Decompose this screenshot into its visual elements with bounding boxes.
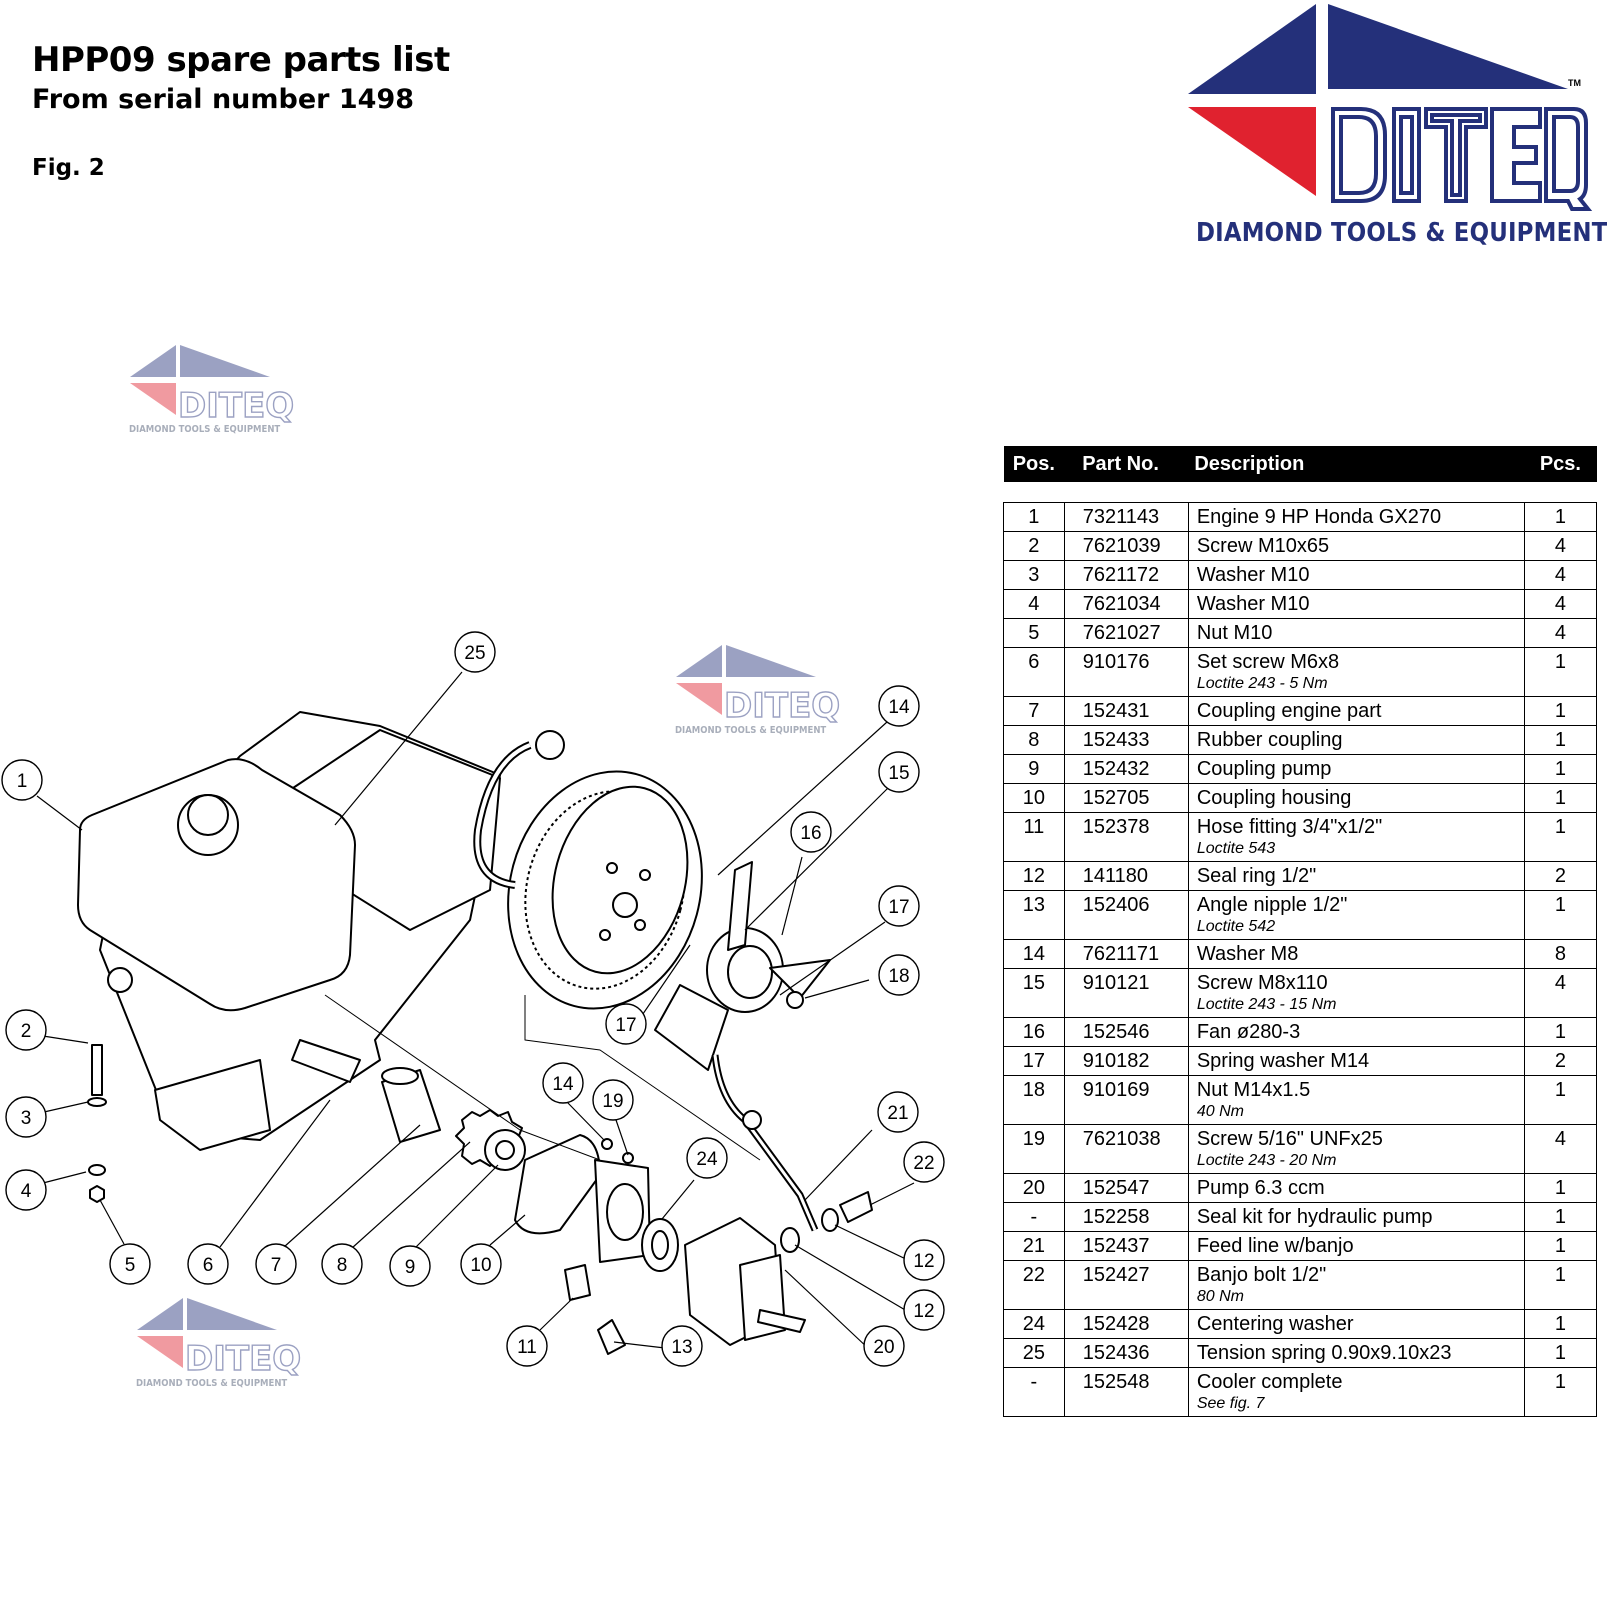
table-row	[1004, 1174, 1597, 1203]
cell-part-no-text: 152428	[1082, 1313, 1150, 1335]
callout-3: 3	[20, 1108, 32, 1129]
cell-part-no-text: 152436	[1082, 1342, 1150, 1364]
cell-pos-text: 21	[1022, 1235, 1045, 1257]
cell-part-no-text: 141180	[1082, 865, 1148, 887]
callout-22: 22	[913, 1153, 935, 1174]
cell-pcs	[1524, 532, 1596, 561]
cell-pos-text: 6	[1028, 651, 1040, 673]
callout-17: 17	[888, 897, 910, 918]
cell-pcs-text: 4	[1554, 535, 1566, 557]
cell-pos	[1004, 969, 1065, 1018]
cell-pcs-text: 1	[1554, 1342, 1566, 1364]
cell-pcs-text: 4	[1554, 1128, 1566, 1150]
cell-note: See fig. 7	[1196, 1395, 1265, 1412]
cell-description-text: Seal kit for hydraulic pump	[1196, 1206, 1433, 1228]
cell-description-text: Tension spring 0.90x9.10x23	[1196, 1342, 1452, 1364]
table-row	[1004, 503, 1597, 532]
cell-part-no	[1064, 1018, 1188, 1047]
callout-6: 6	[202, 1255, 214, 1276]
header-description: Description	[1188, 446, 1524, 482]
watermark-tagline: DIAMOND TOOLS & EQUIPMENT	[129, 424, 281, 435]
cell-pcs	[1524, 1174, 1596, 1203]
cell-pos-text: 19	[1022, 1128, 1045, 1150]
cell-description	[1188, 503, 1524, 532]
cell-pcs	[1524, 1076, 1596, 1125]
cell-description	[1188, 648, 1524, 697]
cell-pcs-text: 2	[1554, 865, 1566, 887]
cell-pos-text: 12	[1022, 865, 1045, 887]
cell-pos	[1004, 1261, 1065, 1310]
cell-part-no-text: 910169	[1082, 1079, 1150, 1101]
cell-pcs	[1524, 784, 1596, 813]
cell-part-no	[1064, 784, 1188, 813]
figure-label: Fig. 2	[32, 155, 105, 181]
header-pcs: Pcs.	[1524, 446, 1596, 482]
table-row	[1004, 1261, 1597, 1310]
cell-note: Loctite 542	[1196, 918, 1276, 935]
page-subtitle: From serial number 1498	[32, 84, 415, 115]
cell-part-no	[1064, 862, 1188, 891]
cell-description-text: Banjo bolt 1/2"	[1196, 1264, 1327, 1286]
cell-pcs-text: 1	[1554, 651, 1566, 673]
cell-part-no	[1064, 1339, 1188, 1368]
cell-description	[1188, 784, 1524, 813]
cell-pcs	[1524, 1018, 1596, 1047]
cell-description	[1188, 561, 1524, 590]
cell-description	[1188, 532, 1524, 561]
cell-pcs	[1524, 1203, 1596, 1232]
cell-pcs-text: 1	[1554, 506, 1566, 528]
cell-pos	[1004, 619, 1065, 648]
cell-description	[1188, 1076, 1524, 1125]
cell-description	[1188, 1047, 1524, 1076]
cell-description-text: Set screw M6x8	[1196, 651, 1340, 673]
cell-part-no	[1064, 561, 1188, 590]
cell-description-text: Feed line w/banjo	[1196, 1235, 1354, 1257]
cell-pos	[1004, 940, 1065, 969]
cell-pcs	[1524, 862, 1596, 891]
cell-note: 40 Nm	[1196, 1103, 1244, 1120]
cell-pcs-text: 1	[1554, 787, 1566, 809]
cell-pos	[1004, 813, 1065, 862]
cell-note: Loctite 243 - 5 Nm	[1196, 675, 1328, 692]
table-row	[1004, 1232, 1597, 1261]
svg-text:DITEQ: DITEQ	[724, 686, 841, 726]
cell-pos-text: 17	[1022, 1050, 1045, 1072]
cell-pos-text: 13	[1022, 894, 1045, 916]
cell-pcs	[1524, 590, 1596, 619]
cell-pos	[1004, 1203, 1065, 1232]
callout-18: 18	[888, 966, 910, 987]
svg-text:DITEQ: DITEQ	[185, 1339, 302, 1379]
cell-description	[1188, 1174, 1524, 1203]
cell-description-text: Screw 5/16" UNFx25	[1196, 1128, 1383, 1150]
cell-description	[1188, 1261, 1524, 1310]
cell-description	[1188, 619, 1524, 648]
svg-text:DITEQ: DITEQ	[178, 386, 295, 426]
page-title: HPP09 spare parts list	[32, 40, 450, 80]
cell-pcs-text: 2	[1554, 1050, 1566, 1072]
callout-15: 15	[888, 763, 910, 784]
watermark-tagline: DIAMOND TOOLS & EQUIPMENT	[675, 725, 827, 736]
cell-pcs	[1524, 619, 1596, 648]
callout-2: 2	[20, 1021, 32, 1042]
cell-description-text: Fan ø280-3	[1196, 1021, 1301, 1043]
callout-10: 10	[470, 1255, 492, 1276]
cell-pos-text: 18	[1022, 1079, 1045, 1101]
cell-part-no	[1064, 891, 1188, 940]
table-row	[1004, 1076, 1597, 1125]
cell-description	[1188, 1368, 1524, 1417]
callout-12: 12	[913, 1301, 935, 1322]
cell-part-no	[1064, 726, 1188, 755]
cell-pos-text: 9	[1028, 758, 1040, 780]
table-row	[1004, 1368, 1597, 1417]
diteq-logo	[1188, 4, 1607, 254]
cell-description-text: Nut M10	[1196, 622, 1273, 644]
cell-part-no-text: 910176	[1082, 651, 1150, 673]
cell-pos-text: -	[1030, 1206, 1038, 1228]
cell-pos	[1004, 891, 1065, 940]
cell-description	[1188, 697, 1524, 726]
callout-17: 17	[615, 1015, 637, 1036]
cell-description-text: Nut M14x1.5	[1196, 1079, 1311, 1101]
table-row	[1004, 590, 1597, 619]
table-row	[1004, 755, 1597, 784]
cell-part-no-text: 7621034	[1082, 593, 1161, 615]
cell-note: Loctite 243 - 15 Nm	[1196, 996, 1337, 1013]
cell-description	[1188, 590, 1524, 619]
callout-8: 8	[336, 1255, 348, 1276]
parts-table-body	[1004, 482, 1597, 1417]
cell-part-no	[1064, 503, 1188, 532]
cell-description-text: Washer M10	[1196, 564, 1310, 586]
cell-pcs-text: 4	[1554, 972, 1566, 994]
cell-part-no	[1064, 1076, 1188, 1125]
cell-pos-text: 3	[1028, 564, 1040, 586]
cell-pos	[1004, 697, 1065, 726]
callout-24: 24	[696, 1149, 718, 1170]
cell-pos-text: 22	[1022, 1264, 1045, 1286]
parts-table	[1003, 446, 1597, 1417]
cell-part-no-text: 152406	[1082, 894, 1150, 916]
cell-part-no-text: 152548	[1082, 1371, 1150, 1393]
cell-part-no	[1064, 1368, 1188, 1417]
table-row	[1004, 1339, 1597, 1368]
cell-description	[1188, 813, 1524, 862]
cell-part-no-text: 152547	[1082, 1177, 1150, 1199]
cell-pos	[1004, 648, 1065, 697]
cell-pos-text: 11	[1023, 816, 1045, 838]
cell-part-no	[1064, 1310, 1188, 1339]
cell-description	[1188, 969, 1524, 1018]
cell-part-no	[1064, 1232, 1188, 1261]
cell-pos	[1004, 1125, 1065, 1174]
cell-pos	[1004, 1232, 1065, 1261]
cell-pcs-text: 4	[1554, 622, 1566, 644]
cell-pcs	[1524, 1368, 1596, 1417]
cell-part-no-text: 152432	[1082, 758, 1150, 780]
cell-pcs	[1524, 697, 1596, 726]
cell-pcs	[1524, 648, 1596, 697]
cell-pos-text: 15	[1022, 972, 1045, 994]
cell-part-no-text: 7621171	[1082, 943, 1160, 965]
cell-part-no-text: 910121	[1082, 972, 1150, 994]
table-row	[1004, 862, 1597, 891]
cell-pos	[1004, 726, 1065, 755]
table-row	[1004, 619, 1597, 648]
callout-7: 7	[270, 1255, 282, 1276]
cell-pcs	[1524, 503, 1596, 532]
table-header-row	[1004, 446, 1597, 482]
cell-pcs	[1524, 1261, 1596, 1310]
trademark-mark: TM	[1568, 78, 1581, 88]
cell-pcs-text: 4	[1554, 564, 1566, 586]
table-row	[1004, 1018, 1597, 1047]
callout-19: 19	[602, 1091, 624, 1112]
cell-part-no	[1064, 648, 1188, 697]
cell-description-text: Angle nipple 1/2"	[1196, 894, 1348, 916]
cell-pcs	[1524, 1339, 1596, 1368]
callout-25: 25	[464, 643, 486, 664]
cell-pos-text: 5	[1028, 622, 1040, 644]
callout-14: 14	[888, 697, 910, 718]
cell-description-text: Hose fitting 3/4"x1/2"	[1196, 816, 1383, 838]
cell-pcs	[1524, 726, 1596, 755]
cell-part-no	[1064, 532, 1188, 561]
exploded-parts-diagram	[0, 330, 990, 1470]
cell-pcs	[1524, 940, 1596, 969]
cell-pcs	[1524, 813, 1596, 862]
cell-description-text: Screw M10x65	[1196, 535, 1330, 557]
header-part-no: Part No.	[1064, 446, 1188, 482]
watermark-tagline: DIAMOND TOOLS & EQUIPMENT	[136, 1378, 288, 1389]
cell-pos	[1004, 503, 1065, 532]
cell-part-no	[1064, 1203, 1188, 1232]
table-row	[1004, 648, 1597, 697]
cell-pcs-text: 1	[1554, 1313, 1566, 1335]
cell-pos	[1004, 1310, 1065, 1339]
cell-pcs-text: 1	[1554, 729, 1566, 751]
cell-description	[1188, 1232, 1524, 1261]
cell-part-no	[1064, 755, 1188, 784]
cell-part-no	[1064, 1125, 1188, 1174]
table-row	[1004, 969, 1597, 1018]
table-row	[1004, 1047, 1597, 1076]
table-row	[1004, 1125, 1597, 1174]
cell-part-no	[1064, 697, 1188, 726]
cell-part-no	[1064, 940, 1188, 969]
cell-part-no	[1064, 1261, 1188, 1310]
cell-pos-text: 10	[1022, 787, 1045, 809]
callout-4: 4	[20, 1181, 32, 1202]
cell-description	[1188, 1125, 1524, 1174]
cell-pos	[1004, 1018, 1065, 1047]
cell-description-text: Screw M8x110	[1196, 972, 1328, 994]
cell-description	[1188, 1203, 1524, 1232]
cell-pcs	[1524, 755, 1596, 784]
header-pos: Pos.	[1004, 446, 1065, 482]
cell-description-text: Washer M8	[1196, 943, 1299, 965]
cell-pos	[1004, 1047, 1065, 1076]
cell-description-text: Seal ring 1/2"	[1196, 865, 1317, 887]
cell-pcs	[1524, 891, 1596, 940]
cell-pos-text: 24	[1022, 1313, 1045, 1335]
table-row	[1004, 813, 1597, 862]
cell-pcs-text: 1	[1554, 1079, 1566, 1101]
table-row	[1004, 784, 1597, 813]
cell-part-no-text: 7621172	[1082, 564, 1160, 586]
cell-description-text: Coupling pump	[1196, 758, 1332, 780]
cell-part-no-text: 7621039	[1082, 535, 1161, 557]
cell-part-no-text: 7321143	[1082, 506, 1160, 528]
table-row	[1004, 697, 1597, 726]
cell-pcs	[1524, 969, 1596, 1018]
logo-tagline: DIAMOND TOOLS & EQUIPMENT	[1196, 218, 1607, 248]
cell-description-text: Coupling housing	[1196, 787, 1352, 809]
cell-pcs-text: 1	[1554, 1371, 1566, 1393]
cell-part-no-text: 152705	[1082, 787, 1150, 809]
callout-12: 12	[913, 1251, 935, 1272]
table-row	[1004, 940, 1597, 969]
cell-pos	[1004, 1339, 1065, 1368]
cell-description-text: Centering washer	[1196, 1313, 1354, 1335]
cell-pos-text: 25	[1022, 1342, 1045, 1364]
callout-5: 5	[124, 1255, 136, 1276]
cell-part-no	[1064, 1174, 1188, 1203]
cell-description	[1188, 891, 1524, 940]
cell-description	[1188, 726, 1524, 755]
cell-part-no	[1064, 590, 1188, 619]
cell-pcs-text: 1	[1554, 1177, 1566, 1199]
table-row	[1004, 726, 1597, 755]
cell-note: Loctite 543	[1196, 840, 1276, 857]
cell-part-no	[1064, 969, 1188, 1018]
table-row	[1004, 891, 1597, 940]
cell-part-no-text: 152437	[1082, 1235, 1150, 1257]
cell-description	[1188, 1018, 1524, 1047]
cell-pos-text: 16	[1022, 1021, 1045, 1043]
callout-11: 11	[517, 1337, 537, 1358]
cell-description-text: Spring washer M14	[1196, 1050, 1370, 1072]
cell-pos-text: 7	[1028, 700, 1040, 722]
callout-9: 9	[404, 1257, 416, 1278]
cell-pcs	[1524, 1232, 1596, 1261]
cell-pos-text: 1	[1028, 506, 1040, 528]
cell-description	[1188, 755, 1524, 784]
callout-20: 20	[873, 1337, 895, 1358]
cell-part-no-text: 152433	[1082, 729, 1150, 751]
cell-pos-text: 20	[1022, 1177, 1045, 1199]
cell-pos-text: -	[1030, 1371, 1038, 1393]
callout-1: 1	[16, 771, 28, 792]
cell-part-no	[1064, 1047, 1188, 1076]
cell-pcs	[1524, 1125, 1596, 1174]
cell-description-text: Engine 9 HP Honda GX270	[1196, 506, 1442, 528]
cell-part-no-text: 152546	[1082, 1021, 1150, 1043]
cell-pcs-text: 1	[1554, 1206, 1566, 1228]
cell-part-no-text: 910182	[1082, 1050, 1150, 1072]
cell-pos	[1004, 1174, 1065, 1203]
cell-description	[1188, 862, 1524, 891]
cell-part-no	[1064, 619, 1188, 648]
cell-description-text: Rubber coupling	[1196, 729, 1343, 751]
cell-pcs	[1524, 561, 1596, 590]
cell-part-no-text: 7621027	[1082, 622, 1161, 644]
callout-14: 14	[552, 1074, 574, 1095]
table-row	[1004, 1203, 1597, 1232]
cell-pos	[1004, 1076, 1065, 1125]
cell-description-text: Cooler complete	[1196, 1371, 1343, 1393]
cell-part-no-text: 7621038	[1082, 1128, 1161, 1150]
callout-16: 16	[800, 823, 822, 844]
cell-pcs-text: 1	[1554, 1235, 1566, 1257]
cell-pcs-text: 1	[1554, 1264, 1566, 1286]
cell-pcs-text: 1	[1554, 1021, 1566, 1043]
callout-21: 21	[887, 1103, 909, 1124]
cell-pos	[1004, 862, 1065, 891]
cell-pcs-text: 4	[1554, 593, 1566, 615]
cell-pos	[1004, 532, 1065, 561]
cell-description	[1188, 940, 1524, 969]
table-row	[1004, 561, 1597, 590]
cell-pos-text: 14	[1022, 943, 1045, 965]
cell-description-text: Coupling engine part	[1196, 700, 1382, 722]
cell-pos-text: 2	[1028, 535, 1040, 557]
cell-pcs-text: 1	[1554, 816, 1566, 838]
cell-pos	[1004, 755, 1065, 784]
cell-pos	[1004, 590, 1065, 619]
cell-part-no-text: 152431	[1082, 700, 1150, 722]
cell-pcs-text: 1	[1554, 758, 1566, 780]
table-row	[1004, 1310, 1597, 1339]
callout-13: 13	[671, 1337, 693, 1358]
cell-part-no	[1064, 813, 1188, 862]
cell-description-text: Washer M10	[1196, 593, 1310, 615]
cell-pos	[1004, 561, 1065, 590]
cell-note: 80 Nm	[1196, 1288, 1244, 1305]
cell-description	[1188, 1310, 1524, 1339]
cell-pos	[1004, 1368, 1065, 1417]
cell-description	[1188, 1339, 1524, 1368]
cell-pos-text: 4	[1028, 593, 1040, 615]
cell-pcs	[1524, 1310, 1596, 1339]
cell-note: Loctite 243 - 20 Nm	[1196, 1152, 1337, 1169]
cell-pcs-text: 8	[1554, 943, 1566, 965]
cell-part-no-text: 152427	[1082, 1264, 1150, 1286]
cell-pcs	[1524, 1047, 1596, 1076]
cell-pos-text: 8	[1028, 729, 1040, 751]
cell-pcs-text: 1	[1554, 700, 1566, 722]
cell-part-no-text: 152378	[1082, 816, 1150, 838]
table-row	[1004, 532, 1597, 561]
cell-pcs-text: 1	[1554, 894, 1566, 916]
cell-pos	[1004, 784, 1065, 813]
cell-description-text: Pump 6.3 ccm	[1196, 1177, 1325, 1199]
cell-part-no-text: 152258	[1082, 1206, 1150, 1228]
